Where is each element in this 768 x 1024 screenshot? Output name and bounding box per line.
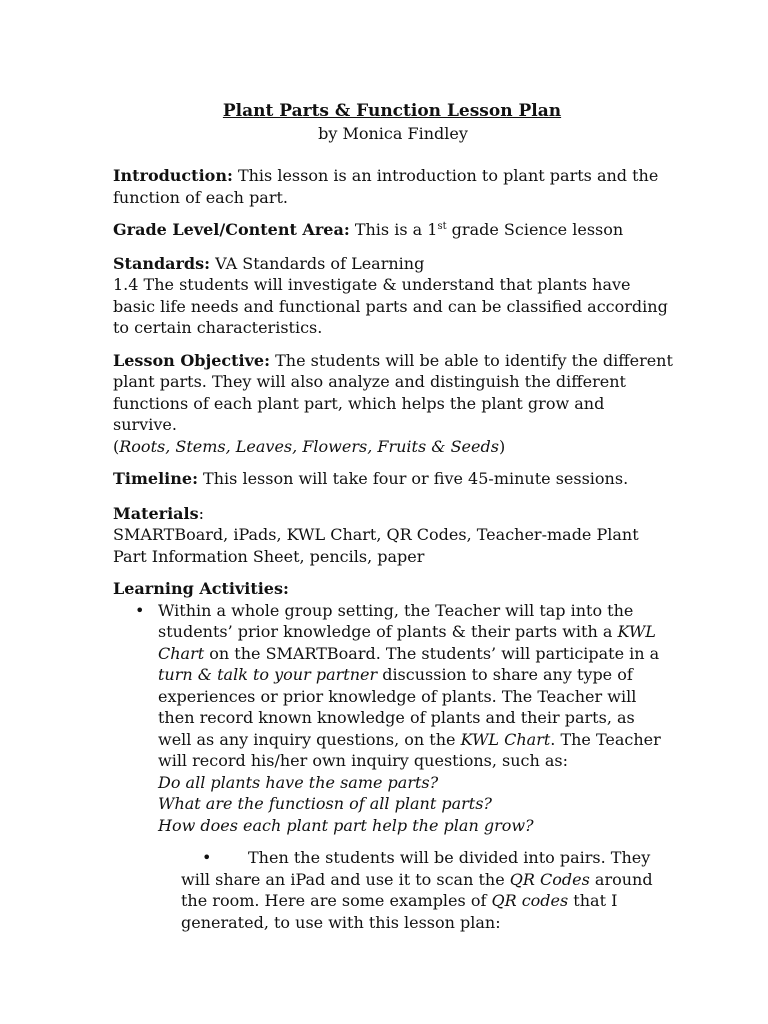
learning-activities-section — [113, 578, 673, 933]
materials-paragraph — [113, 503, 673, 568]
timeline-paragraph — [113, 468, 673, 490]
timeline-label: Timeline: — [113, 469, 198, 488]
introduction-paragraph — [113, 165, 673, 208]
timeline-text: This lesson will take four or five 45-minute sessions. — [197, 469, 629, 488]
inquiry-question: How does each plant part help the plan grow? — [158, 815, 534, 835]
document-title: Plant Parts & Function Lesson Plan — [222, 101, 562, 121]
author-byline: by Monica Findley — [318, 124, 468, 143]
learning-activities-label: Learning Activities: — [113, 579, 289, 598]
activity-emphasis: QR codes — [491, 891, 569, 910]
objective-label: Lesson Objective: — [113, 350, 271, 370]
introduction-text: This lesson is an introduction to plant parts and the function of each part. — [113, 166, 659, 207]
activity-text: discussion to share any type of experiences or prior knowledge of plants. The Teacher will then record known knowledge of plants and their parts, as well as any inquiry questions, on the — [158, 665, 637, 749]
list-item — [113, 600, 673, 837]
activity-text — [181, 848, 653, 932]
introduction-label: Introduction: — [113, 166, 233, 185]
inquiry-question: What are the functiosn of all plant parts? — [158, 794, 492, 813]
activity-text-segment: around the room. Here are some examples of — [181, 869, 653, 910]
standards-text: VA Standards of Learning — [210, 253, 425, 273]
list-item — [113, 847, 673, 933]
standards-label: Standards: — [113, 253, 211, 273]
standards-detail: 1.4 The students will investigate & understand that plants have basic life needs and functional parts and can be classified according to certain characteristics. — [113, 275, 668, 337]
grade-level-label: Grade Level/Content Area: — [113, 220, 350, 239]
activity-emphasis: KWL Chart — [460, 729, 551, 749]
activity-text-segment: that I generated, to use with this lesson plan: — [181, 891, 618, 932]
materials-text: SMARTBoard, iPads, KWL Chart, QR Codes, Teacher-made Plant Part Information Sheet, pencils, paper — [113, 525, 639, 566]
activity-text: Within a whole group setting, the Teacher will tap into the students’ prior knowledge of plants & their parts with a — [158, 600, 634, 641]
grade-level-text-end: grade Science lesson — [446, 220, 624, 239]
standards-paragraph — [113, 253, 673, 339]
materials-colon: : — [198, 503, 204, 523]
grade-level-paragraph — [113, 219, 673, 241]
objective-paren-close: ) — [498, 436, 506, 456]
activity-text-segment: Then the students will be divided into pairs. They will share an iPad and use it to scan the — [181, 848, 651, 889]
activity-emphasis: turn & talk to your partner — [158, 665, 378, 684]
objective-paren-open: ( — [113, 436, 120, 456]
grade-level-text: This is a 1 — [349, 220, 438, 239]
grade-ordinal-suffix: st — [437, 221, 447, 232]
bullet-icon: • — [135, 600, 145, 620]
activity-text: . The Teacher will record his/her own inquiry questions, such as: — [158, 729, 661, 770]
bullet-icon: • — [202, 848, 212, 867]
activity-text: on the SMARTBoard. The students’ will participate in a — [204, 643, 660, 663]
activity-emphasis: QR Codes — [509, 869, 590, 889]
objective-text: The students will be able to identify the different plant parts. They will also analyze and distinguish the different functions of each plant part, which helps the plant grow and survive. — [113, 350, 673, 434]
materials-label: Materials — [113, 503, 199, 523]
activities-list — [113, 600, 673, 837]
activity-emphasis: KWL Chart — [158, 622, 656, 663]
inquiry-question: Do all plants have the same parts? — [158, 772, 439, 792]
document-body — [113, 99, 673, 933]
objective-paragraph — [113, 350, 673, 458]
plant-parts-list: Roots, Stems, Leaves, Flowers, Fruits & Seeds — [119, 436, 499, 456]
